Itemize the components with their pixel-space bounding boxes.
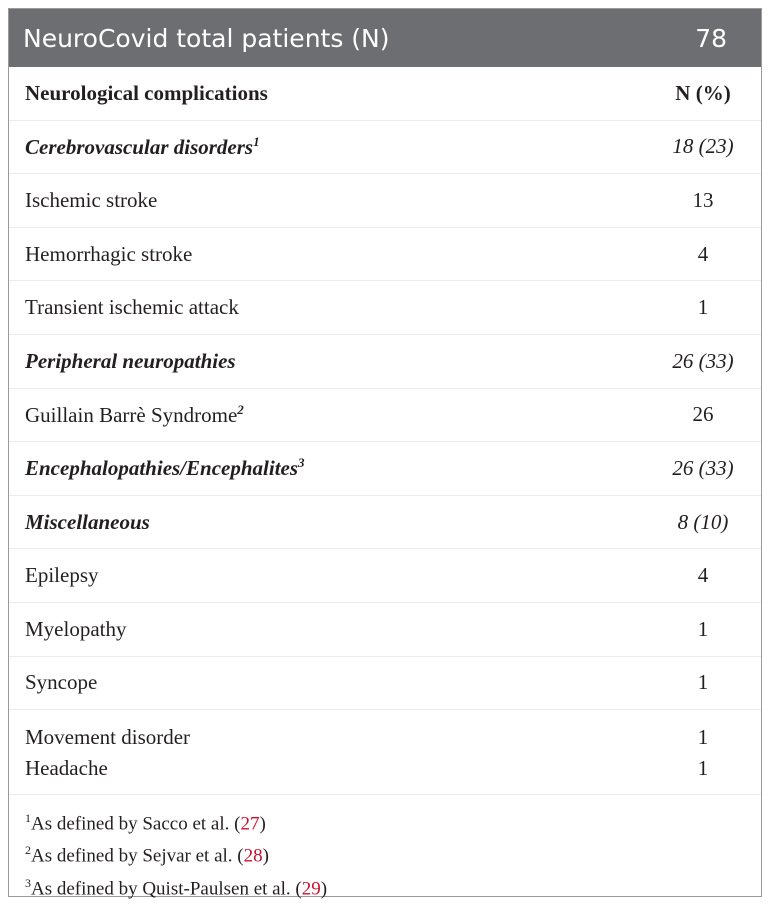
data-table bbox=[8, 8, 762, 900]
table-header bbox=[9, 9, 761, 67]
row-label: Headache bbox=[25, 756, 108, 781]
table-row bbox=[9, 442, 761, 496]
row-value: 1 bbox=[697, 725, 709, 750]
row-label: Transient ischemic attack bbox=[25, 295, 239, 320]
row-value: 18 (23) bbox=[672, 134, 734, 159]
table-row bbox=[9, 121, 761, 175]
row-label: Ischemic stroke bbox=[25, 187, 158, 212]
row-value: 1 bbox=[697, 756, 709, 781]
table-row bbox=[9, 603, 761, 657]
row-label: Syncope bbox=[25, 670, 98, 695]
reference-link[interactable]: 28 bbox=[243, 845, 263, 867]
table-row bbox=[9, 281, 761, 335]
row-value: 26 (33) bbox=[672, 455, 734, 480]
row-label: Cerebrovascular disorders$^1$ bbox=[25, 133, 260, 159]
row-value: 4 bbox=[697, 241, 709, 266]
row-value: 1 bbox=[697, 670, 709, 695]
table-row bbox=[9, 657, 761, 711]
footnote: $^2$As defined by Sejvar et al. (28) bbox=[25, 843, 269, 867]
footnote: $^1$As defined by Sacco et al. (27) bbox=[25, 811, 266, 835]
table-row bbox=[9, 710, 761, 795]
row-value: 8 (10) bbox=[677, 509, 729, 534]
table-row bbox=[9, 496, 761, 550]
header-title: NeuroCovid total patients (N) bbox=[23, 23, 390, 53]
table-row bbox=[9, 228, 761, 282]
header-total: 78 bbox=[695, 23, 727, 53]
table-row bbox=[9, 174, 761, 228]
subheader-value: N (%) bbox=[675, 80, 731, 105]
row-label: Hemorrhagic stroke bbox=[25, 241, 193, 266]
table-subrow bbox=[25, 753, 743, 784]
row-value: 13 bbox=[692, 187, 714, 212]
row-value: 1 bbox=[697, 616, 709, 641]
table-row bbox=[9, 549, 761, 603]
row-label: Movement disorder bbox=[25, 725, 191, 750]
row-label: Peripheral neuropathies bbox=[25, 348, 236, 373]
row-value: 4 bbox=[697, 563, 709, 588]
row-value: 26 bbox=[692, 402, 714, 427]
footnote: $^3$As defined by Quist-Paulsen et al. (29) bbox=[25, 875, 328, 900]
row-label: Encephalopathies/Encephalites$^3$ bbox=[25, 455, 305, 481]
subheader-label: Neurological complications bbox=[25, 80, 268, 105]
row-label: Myelopathy bbox=[25, 616, 127, 641]
row-label: Miscellaneous bbox=[25, 509, 150, 534]
subheader-row bbox=[9, 67, 761, 121]
row-value: 26 (33) bbox=[672, 348, 734, 373]
table-row bbox=[9, 389, 761, 443]
reference-link[interactable]: 27 bbox=[240, 813, 260, 835]
reference-link[interactable]: 29 bbox=[301, 878, 321, 900]
table-row bbox=[9, 335, 761, 389]
row-label: Guillain Barrè Syndrome$^2$ bbox=[25, 401, 244, 427]
row-label: Epilepsy bbox=[25, 563, 99, 588]
table-subrow bbox=[25, 722, 743, 753]
row-value: 1 bbox=[697, 295, 709, 320]
footnotes bbox=[9, 795, 761, 902]
